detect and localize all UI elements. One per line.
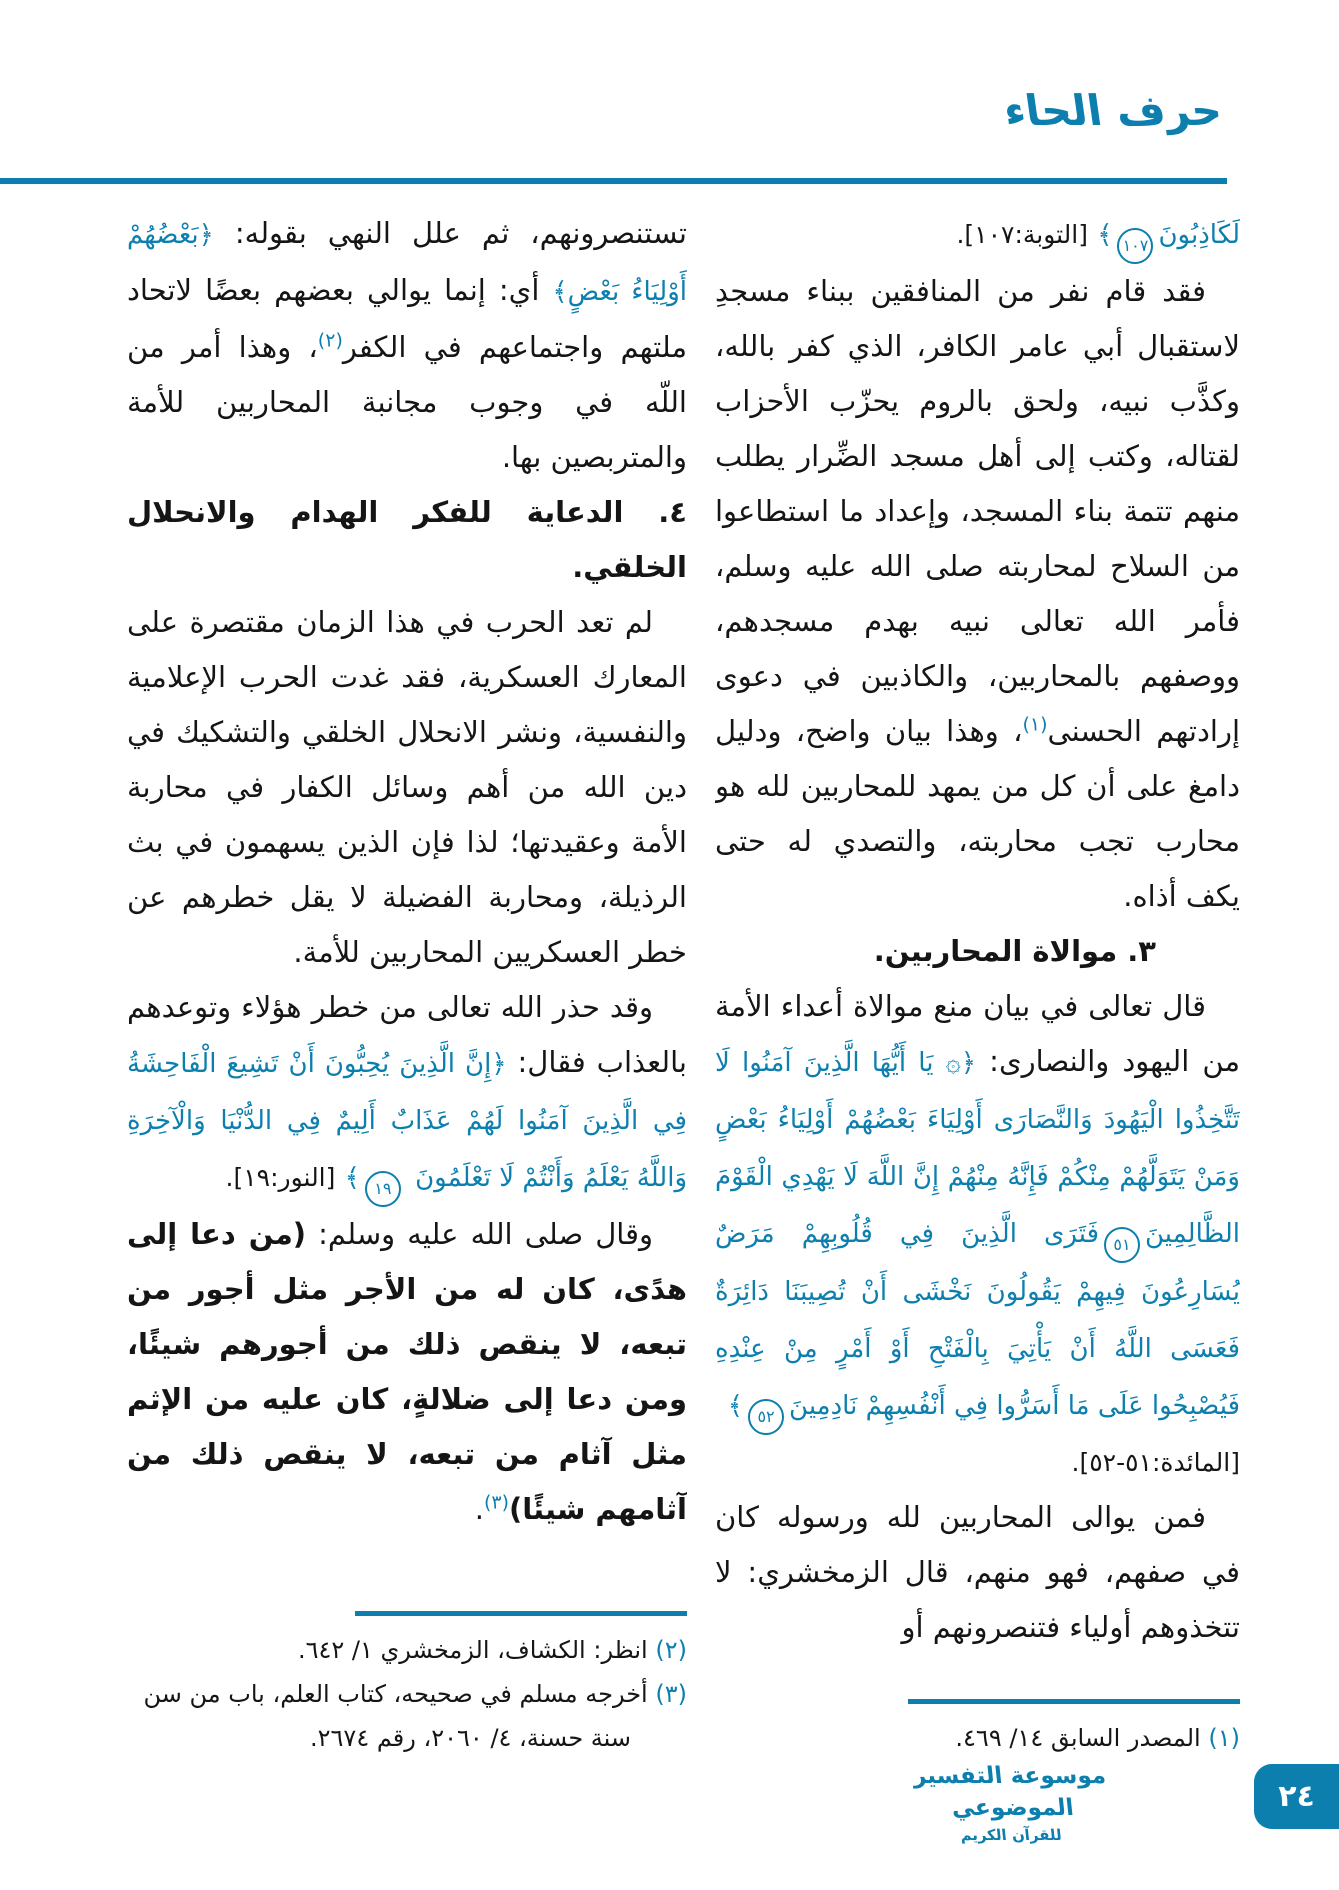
quran-text: لَكَاذِبُونَ — [1158, 220, 1240, 250]
body-text: أي: إنما يوالي بعضهم بعضًا لاتحاد ملتهم واجتماعهم في الكفر — [127, 273, 687, 364]
column-left — [127, 206, 687, 1760]
paragraph-warning — [127, 980, 687, 1207]
footnote-number: (٣) — [655, 1680, 687, 1708]
quran-text-maidah-52: فَتَرَى الَّذِينَ فِي قُلُوبِهِمْ مَرَضٌ يُسَارِعُونَ فِيهِمْ يَقُولُونَ نَخْشَى أَنْ تُصِيبَنَا دَائِرَةٌ فَعَسَى اللَّهُ أَنْ يَأْتِيَ بِالْفَتْحِ أَوْ أَمْرٍ مِنْ عِنْدِهِ فَيُصْبِحُوا عَلَى مَا أَسَرُّوا فِي أَنْفُسِهِمْ نَادِمِينَ — [715, 1219, 1240, 1421]
body-text: وقد حذر الله تعالى من خطر هؤلاء وتوعدهم بالعذاب فقال: — [127, 990, 687, 1079]
footnote-2 — [127, 1628, 687, 1672]
footnotes-right — [715, 1699, 1240, 1760]
verse-reference-maidah: [المائدة:٥١-٥٢]. — [1071, 1448, 1240, 1477]
footnote-1 — [715, 1716, 1240, 1760]
page-number-badge — [1254, 1764, 1339, 1829]
body-text: ، وهذا أمر من اللّه في وجوب مجانبة المحاربين للأمة والمتربصين بها. — [127, 330, 687, 474]
verse-tail-line — [715, 206, 1240, 264]
ayah-number-medallion: ١٠٧ — [1117, 228, 1153, 264]
body-text: ، وهذا بيان واضح، ودليل دامغ على أن كل من يمهد للمحاربين لله هو محارب تجب محاربته، والتصدي له حتى يكف أذاه. — [715, 714, 1240, 913]
footnote-text: المصدر السابق ١٤/ ٤٦٩. — [955, 1724, 1201, 1752]
footnote-marker-3: (٣) — [483, 1491, 509, 1514]
footnote-text: أخرجه مسلم في صحيحه، كتاب العلم، باب من سن سنة حسنة، ٤/ ٢٠٦٠، رقم ٢٦٧٤. — [143, 1680, 648, 1752]
quote-close-ornament: ﴾ — [1097, 220, 1113, 250]
publisher-logo-title: موسوعة التفسير الموضوعي — [911, 1763, 1108, 1821]
ayah-number-medallion: ١٩ — [365, 1171, 401, 1207]
footnote-separator — [908, 1699, 1240, 1704]
publisher-logo-subtitle: للقرآن الكريم — [959, 1826, 1063, 1844]
footnote-separator — [355, 1611, 687, 1616]
body-text: تستنصرونهم، ثم علل النهي بقوله: — [213, 216, 687, 250]
publisher-logo — [911, 1760, 1111, 1846]
footnote-marker-2: (٢) — [317, 329, 343, 352]
body-text: قال تعالى في بيان منع موالاة أعداء الأمة من اليهود والنصارى: — [715, 989, 1240, 1078]
section-heading-4: ٤. الدعاية للفكر الهدام والانحلال الخلقي. — [127, 495, 687, 584]
verse-reference: [التوبة:١٠٧]. — [956, 220, 1088, 249]
quote-close-ornament: ﴾ — [344, 1163, 360, 1193]
body-text: وقال صلى الله عليه وسلم: — [306, 1217, 654, 1251]
section-heading-3: ٣. موالاة المحاربين. — [873, 934, 1156, 968]
header-rule — [0, 178, 1227, 184]
quote-close-ornament: ﴾ — [727, 1391, 744, 1421]
verse-reference-nur: [النور:١٩]. — [225, 1163, 336, 1192]
column-right — [715, 206, 1240, 1760]
hadith-text: (من دعا إلى هدًى، كان له من الأجر مثل أجور من تبعه، لا ينقص ذلك من أجورهم شيئًا، ومن دعا إلى ضلالةٍ، كان عليه من الإثم مثل آثام من تبعه، لا ينقص ذلك من آثامهم شيئًا) — [127, 1217, 687, 1526]
page-number: ٢٤ — [1278, 1779, 1315, 1814]
quran-text-nur-19: ﴿إِنَّ الَّذِينَ يُحِبُّونَ أَنْ تَشِيعَ الْفَاحِشَةُ فِي الَّذِينَ آمَنُوا لَهُمْ عَذَابٌ أَلِيمٌ فِي الدُّنْيَا وَالْآخِرَةِ وَاللَّهُ يَعْلَمُ وَأَنْتُمْ لَا تَعْلَمُونَ — [127, 1049, 687, 1193]
chapter-title: حرف الحاء — [1000, 86, 1225, 135]
paragraph-masjid-dirar — [715, 264, 1240, 924]
body-text: . — [474, 1492, 484, 1526]
paragraph-muwalah — [715, 979, 1240, 1435]
ayah-number-medallion: ٥٢ — [748, 1399, 784, 1435]
footnote-number: (٢) — [655, 1636, 687, 1664]
paragraph-continuation — [127, 206, 687, 485]
footnotes-left — [127, 1611, 687, 1760]
footnote-number: (١) — [1208, 1724, 1240, 1752]
paragraph-modern-war: لم تعد الحرب في هذا الزمان مقتصرة على المعارك العسكرية، فقد غدت الحرب الإعلامية والنفسية، ونشر الانحلال الخلقي والتشكيك في دين الله من أهم وسائل الكفار في محاربة الأمة وعقيدتها؛ لذا فإن الذين يسهمون في بث الرذيلة، ومحاربة الفضيلة لا يقل خطرهم عن خطر العسكريين المحاربين للأمة. — [127, 605, 687, 969]
paragraph-hadith — [127, 1207, 687, 1537]
body-text: فقد قام نفر من المنافقين ببناء مسجدِ لاستقبال أبي عامر الكافر، الذي كفر بالله، وكذَّب نبيه، ولحق بالروم يحزّب الأحزاب لقتاله، وكتب إلى أهل مسجد الضِّرار يطلب منهم تتمة بناء المسجد، وإعداد ما استطاعوا من السلاح لمحاربته صلى الله عليه وسلم، فأمر الله تعالى نبيه بهدم مسجدهم، ووصفهم بالمحاربين، والكاذبين في دعوى إرادتهم الحسنى — [715, 274, 1240, 748]
footnote-marker-1: (١) — [1022, 713, 1048, 736]
text-columns — [127, 206, 1240, 1760]
quran-inline-quote: ﴿بَعْضُهُمْ أَوْلِيَاءُ بَعْضٍ﴾ — [127, 220, 687, 307]
footnote-3 — [127, 1672, 687, 1760]
paragraph-zamakhshari: فمن يوالى المحاربين لله ورسوله كان في صفهم، فهو منهم، قال الزمخشري: لا تتخذوهم أولياء فتنصرونهم أو — [715, 1500, 1240, 1644]
footnote-text: انظر: الكشاف، الزمخشري ١/ ٦٤٢. — [297, 1636, 648, 1664]
ayah-number-medallion: ٥١ — [1104, 1227, 1140, 1263]
quran-text-maidah-51: ﴿۞ يَا أَيُّهَا الَّذِينَ آمَنُوا لَا تَتَّخِذُوا الْيَهُودَ وَالنَّصَارَى أَوْلِيَاءَ بَعْضُهُمْ أَوْلِيَاءُ بَعْضٍ وَمَنْ يَتَوَلَّهُمْ مِنْكُمْ فَإِنَّهُ مِنْهُمْ إِنَّ اللَّهَ لَا يَهْدِي الْقَوْمَ الظَّالِمِينَ — [715, 1048, 1240, 1249]
